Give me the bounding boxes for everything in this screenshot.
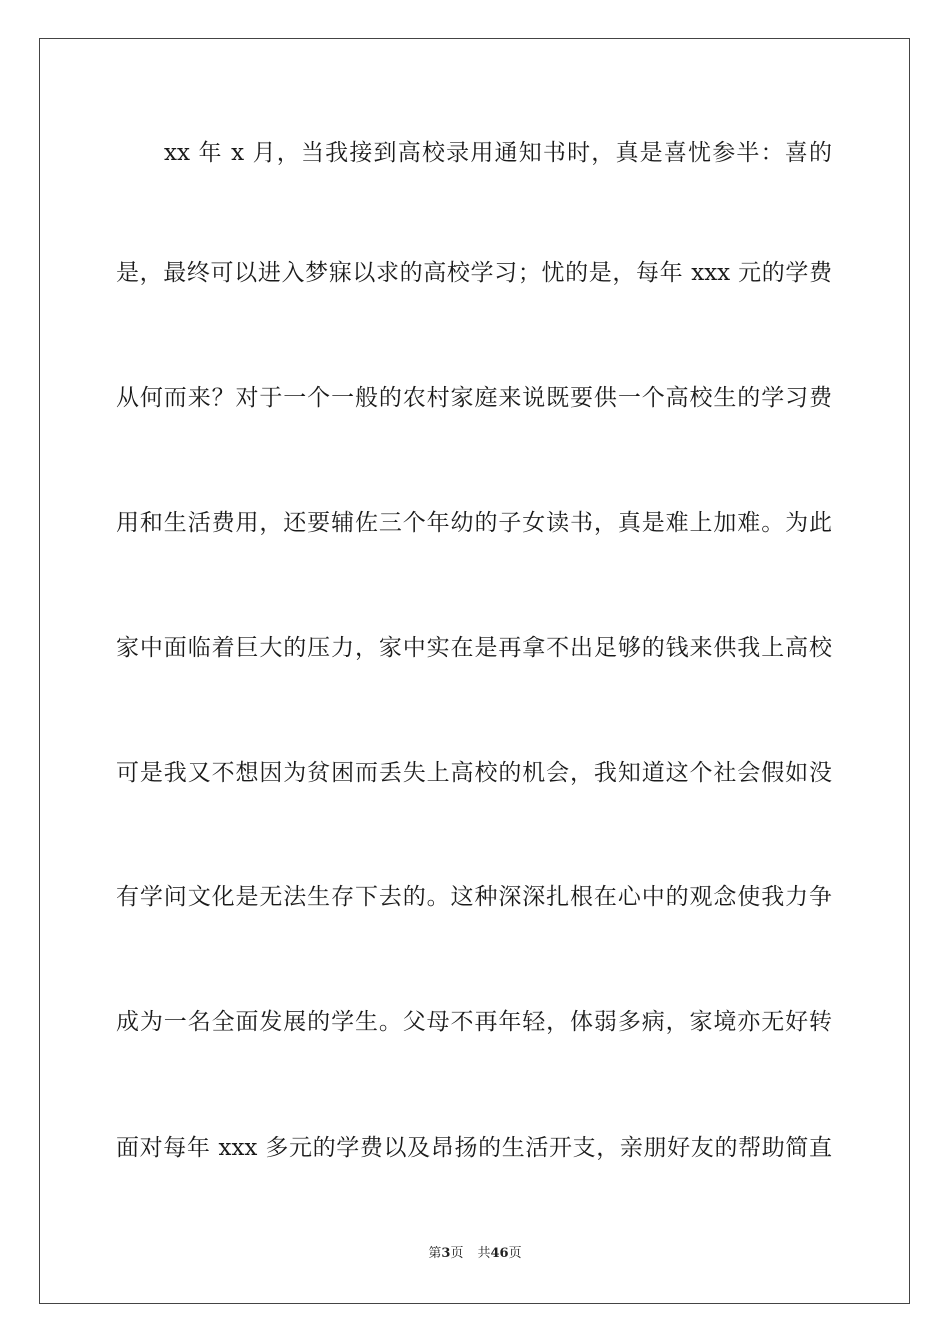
text-line-8: 成为一名全面发展的学生。父母不再年轻，体弱多病，家境亦无好转 [116,1009,832,1035]
text-line-2: 是，最终可以进入梦寐以求的高校学习；忧的是，每年 xxx 元的学费 [116,260,832,286]
text-line-7: 有学问文化是无法生存下去的。这种深深扎根在心中的观念使我力争 [116,884,832,910]
text-line-9: 面对每年 xxx 多元的学费以及昂扬的生活开支，亲朋好友的帮助简直 [116,1135,832,1161]
text-line-5: 家中面临着巨大的压力，家中实在是再拿不出足够的钱来供我上高校 [116,635,832,661]
page-footer [0,1245,950,1263]
text-line-6: 可是我又不想因为贫困而丢失上高校的机会，我知道这个社会假如没 [116,760,832,786]
text-line-1: xx 年 x 月，当我接到高校录用通知书时，真是喜忧参半：喜的 [164,140,832,166]
text-line-3: 从何而来？对于一个一般的农村家庭来说既要供一个高校生的学习费 [116,385,832,411]
page-total: 共46页 [477,1246,522,1261]
text-line-4: 用和生活费用，还要辅佐三个年幼的子女读书，真是难上加难。为此 [116,510,832,536]
page-number: 第3页 [428,1246,464,1261]
page-border [39,38,910,1304]
